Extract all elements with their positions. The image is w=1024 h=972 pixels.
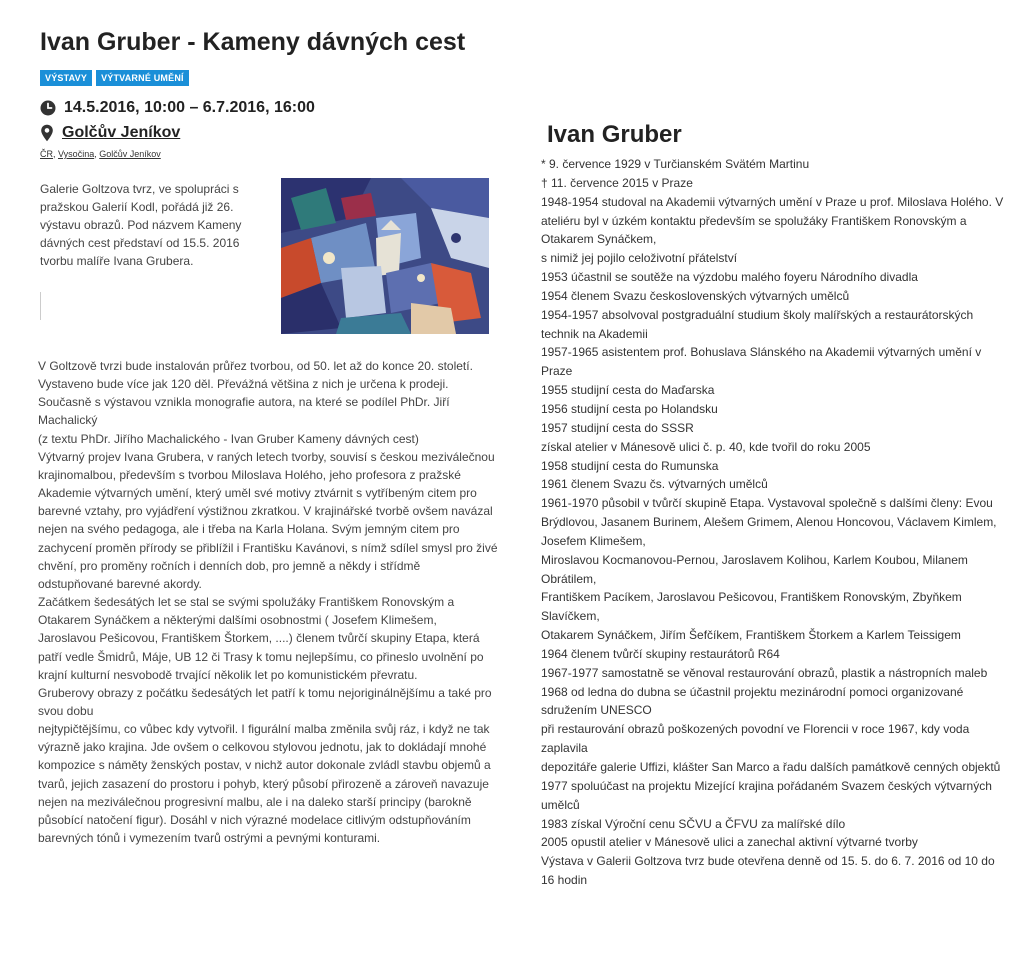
bio-line: 1954 členem Svazu československých výtvarných umělců <box>541 288 850 303</box>
bio-line: Františkem Pacíkem, Jaroslavou Pešicovou, Františkem Ronovským, Zbyňkem Slavíčkem, <box>541 590 962 624</box>
bio-line: 1954-1957 absolvoval postgraduální studium školy malířských a restaurátorských technik na Akademii <box>541 307 974 341</box>
bio-line: 1961-1970 působil v tvůrčí skupině Etapa. Vystavoval společně s dalšími členy: Evou Brýdlovou, Jasanem Burinem, Alešem Grimem, Alenou Honcovou, Václavem Kimlem, Josefem Klimešem, <box>541 496 997 548</box>
bio-line: 1967-1977 samostatně se věnoval restaurování obrazů, plastik a nástropních maleb <box>541 665 988 680</box>
bio-line: 1958 studijní cesta do Rumunska <box>541 458 719 473</box>
bio-line: 1955 studijní cesta do Maďarska <box>541 383 715 398</box>
location-link[interactable]: Golčův Jeníkov <box>62 124 181 141</box>
bio-line: depozitáře galerie Uffizi, klášter San Marco a řadu dalších památkově cenných objektů <box>541 760 1001 774</box>
divider <box>40 292 41 320</box>
bio-title: Ivan Gruber <box>547 121 682 148</box>
article-paragraph: nejtypičtějšímu, co vůbec kdy vytvořil. I figurální malba změnila svůj ráz, i když ne tak výrazně jako krajina. Jde ovšem o celkovou stylovou jednotu, jak to dokládají mnohé kompozice s náměty ženských postav, v nichž autor dokonale zvládl stavbu objemů a tvarů, jejich zasazení do prostoru i pohyb, který působí přirozeně a zároveň navazuje nejen na meziválečnou progresivní malbu, ale i na daleko starší principy (barokně působící natočení figur). Dosáhl v nich výrazné modelace citlivým odstupňováním barevných tónů i vymezením tvarů ostrými a pevnými konturami. <box>38 722 491 846</box>
bio-line: získal atelier v Mánesově ulici č. p. 40, kde tvořil do roku 2005 <box>541 439 871 454</box>
breadcrumb: ČR, Vysočina, Golčův Jeníkov <box>40 149 161 159</box>
event-datetime-row <box>40 99 315 117</box>
tag-vystavy[interactable]: VÝSTAVY <box>40 70 92 86</box>
bio-line: 1948-1954 studoval na Akademii výtvarných umění v Praze u prof. Miloslava Holého. V ateliéru byl v úzkém kontaktu především se spolužáky Františkem Ronovským a Otakarem Synáčkem, <box>541 194 1004 247</box>
article-paragraph: Gruberovy obrazy z počátku šedesátých let patří k tomu nejoriginálnějšímu a také pro svou dobu <box>38 685 492 718</box>
bio-line: 1956 studijní cesta po Holandsku <box>541 401 718 416</box>
bio-line: 1968 od ledna do dubna se účastnil projektu mezinárodní pomoci organizované sdružením UNESCO <box>541 684 964 718</box>
intro-text: Galerie Goltzova tvrz, ve spolupráci s pražskou Galerií Kodl, pořádá již 26. výstavu obrazů. Pod názvem Kameny dávných cest představí od 15.5. 2016 tvorbu malíře Ivana Grubera. <box>40 182 242 268</box>
bio-line: † 11. července 2015 v Praze <box>541 175 693 190</box>
tag-vytvarne-umeni[interactable]: VÝTVARNÉ UMĚNÍ <box>96 70 189 86</box>
article-body <box>38 357 498 847</box>
bio-line: 2005 opustil atelier v Mánesově ulici a zanechal aktivní výtvarné tvorby <box>541 835 918 850</box>
breadcrumb-cr[interactable]: ČR <box>40 149 53 159</box>
article-paragraph: Současně s výstavou vznikla monografie autora, na které se podílel PhDr. Jiří Machalický <box>38 395 450 428</box>
article-paragraph: Výtvarný projev Ivana Grubera, v raných letech tvorby, souvisí s českou meziválečnou krajinomalbou, především s tvorbou Miloslava Holého, jeho profesora z pražské Akademie výtvarných umění, který uměl své motivy ztvárnit s vytříbeným citem pro barevné vztahy, pro vyjádření výstižnou zkratkou. V krajinářské tvorbě ovšem navázal nejen na svého pedagoga, ale i třeba na Karla Holana. Svým jemným citem pro zachycení proměn přírody se přiblížil i Františku Kavánovi, s nímž sdílel smysl pro živé chvění, pro proměny ročních i denních dob, pro jemně a někdy i střídmě odstupňované barevné akordy. <box>38 449 498 591</box>
tag-list <box>40 70 189 86</box>
event-location-row <box>40 124 180 142</box>
article-paragraph: (z textu PhDr. Jiřího Machalického - Ivan Gruber Kameny dávných cest) <box>38 431 419 446</box>
bio-line: při restaurování obrazů poškozených povodní ve Florencii v roce 1967, kdy voda zaplavila <box>541 722 970 756</box>
bio-line: 1957-1965 asistentem prof. Bohuslava Slánského na Akademii výtvarných umění v Praze <box>541 345 982 379</box>
article-paragraph: Začátkem šedesátých let se stal se svými spolužáky Františkem Ronovským a Otakarem Synáčkem a některými dalšími osobnostmi ( Josefem Klimešem, Jaroslavou Pešicovou, Františkem Štorkem, ....) členem tvůrčí skupiny Etapa, která patří vedle Šmidrů, Máje, UB 12 či Trasy k tomu nejlepšímu, co přineslo uvolnění po krajní kulturní nesvobodě trvající několik let po komunistickém převratu. <box>38 595 484 682</box>
painting-image <box>281 178 489 334</box>
event-datetime: 14.5.2016, 10:00 – 6.7.2016, 16:00 <box>64 99 315 116</box>
breadcrumb-vysocina[interactable]: Vysočina <box>58 149 95 159</box>
bio-line: 1953 účastnil se soutěže na výzdobu malého foyeru Národního divadla <box>541 270 918 285</box>
breadcrumb-golcuv-jenikov[interactable]: Golčův Jeníkov <box>99 149 161 159</box>
event-title: Ivan Gruber - Kameny dávných cest <box>40 28 466 56</box>
bio-line: Miroslavou Kocmanovou-Pernou, Jaroslavem Kolihou, Karlem Koubou, Milanem Obrátilem, <box>541 552 968 586</box>
bio-line: 1964 členem tvůrčí skupiny restaurátorů R64 <box>541 646 780 661</box>
article-paragraph: V Goltzově tvrzi bude instalován průřez tvorbou, od 50. let až do konce 20. století. Vystaveno bude více jak 120 děl. Převážná většina z nich je určena k prodeji. <box>38 359 473 392</box>
bio-line: 1957 studijní cesta do SSSR <box>541 420 694 435</box>
bio-line: Otakarem Synáčkem, Jiřím Šefčíkem, Františkem Štorkem a Karlem Teissigem <box>541 628 961 643</box>
bio-line: 1977 spoluúčast na projektu Mizející krajina pořádaném Svazem českých výtvarných umělců <box>541 778 992 812</box>
bio-list <box>541 155 1011 890</box>
bio-line: s nimiž jej pojilo celoživotní přátelství <box>541 251 738 266</box>
bio-line: 1983 získal Výroční cenu SČVU a ČFVU za malířské dílo <box>541 816 846 831</box>
clock-icon <box>40 100 56 116</box>
bio-line: Výstava v Galerii Goltzova tvrz bude otevřena denně od 15. 5. do 6. 7. 2016 od 10 do 16 hodin <box>541 854 995 888</box>
bio-line: * 9. července 1929 v Turčianském Svätém Martinu <box>541 157 810 171</box>
map-pin-icon <box>40 124 54 142</box>
bio-line: 1961 členem Svazu čs. výtvarných umělců <box>541 477 768 492</box>
